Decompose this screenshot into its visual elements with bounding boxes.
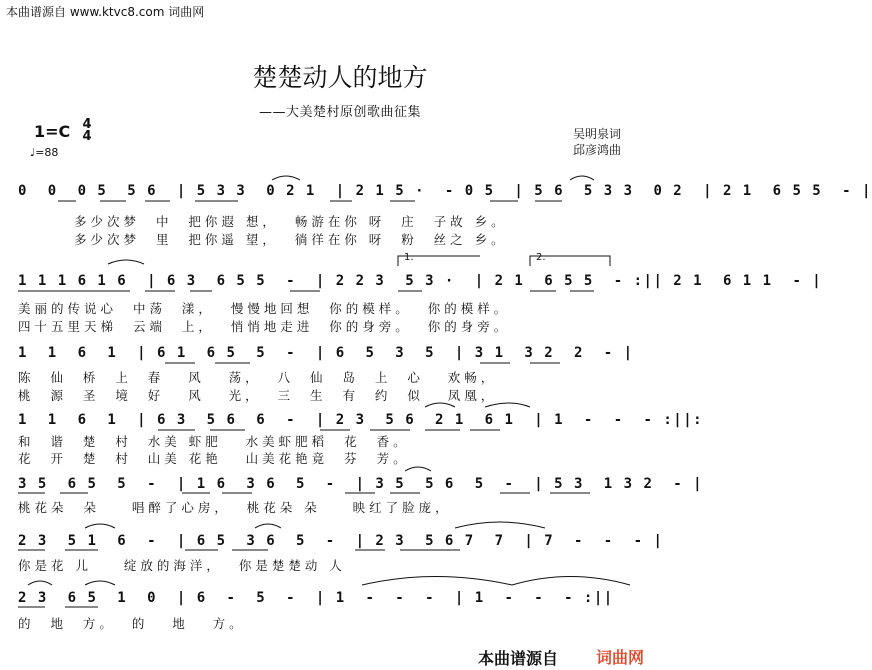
- staff-5-lyrics: 桃花朵 朵 唱醉了心房， 桃花朵 朵 映红了脸庞，: [18, 500, 452, 515]
- ending-1-label: 1.: [404, 252, 414, 263]
- slur: [455, 522, 545, 528]
- slur: [485, 403, 530, 407]
- staff-4-lyrics-verse-1: 和 谐 楚 村 水美 虾肥 水美虾肥稻 花 香。: [18, 434, 410, 449]
- slur: [85, 524, 115, 528]
- staff-7-lyrics: 的 地 方。 的 地 方。: [18, 616, 246, 631]
- staff-2-lyrics-verse-1: 美丽的传说心 中荡 漾， 慢慢地回想 你的模样。 你的模样。: [18, 301, 511, 316]
- slur: [108, 260, 144, 264]
- staff-3-lyrics-verse-1: 陈 仙 桥 上 春 风 荡， 八 仙 岛 上 心 欢畅，: [18, 370, 498, 385]
- key-signature: 1=C: [34, 122, 71, 141]
- staff-1-lyrics-verse-2: 多少次梦 里 把你遥 望， 徜徉在你 呀 粉 丝之 乡。: [74, 232, 508, 247]
- slur: [85, 581, 115, 585]
- staff-2-notes: 1 1 1 6 1 6 | 6 3 6 5 5 - | 2 2 3 5 3 · | 2 1 6 5 5 - :|| 2 1 6 1 1 - |: [18, 273, 823, 289]
- staff-1-notes: 0 0 0 5 5 6 | 5 3 3 0 2 1 | 2 1 5 · - 0 5 | 5 6 5 3 3 0 2 | 2 1 6 5 5 - |: [18, 183, 872, 199]
- slur: [425, 403, 455, 407]
- time-signature-top: 4: [82, 117, 92, 132]
- staff-3-notes: 1 1 6 1 | 6 1 6 5 5 - | 6 5 3 5 | 3 1 3 2 2 - |: [18, 345, 634, 361]
- composer-credit: 邱彦鸿曲: [573, 143, 622, 157]
- staff-2-lyrics-verse-2: 四十五里天梯 云端 上， 悄悄地走进 你的身旁。 你的身旁。: [18, 319, 511, 334]
- slur: [28, 581, 52, 585]
- tempo-marking: ♩=88: [30, 146, 59, 159]
- staff-7-notes: 2 3 6 5 1 0 | 6 - 5 - | 1 - - - | 1 - - - :||: [18, 590, 614, 606]
- song-title: 楚楚动人的地方: [252, 63, 428, 92]
- lyricist-credit: 吴明泉词: [573, 127, 622, 141]
- ending-2-label: 2.: [536, 252, 546, 263]
- ending-2-bracket: [530, 256, 610, 266]
- ending-1-bracket: [398, 256, 480, 266]
- slur: [512, 577, 630, 586]
- slur: [362, 577, 512, 586]
- slur: [272, 176, 300, 180]
- footer-brand: 本曲谱源自: [478, 649, 559, 668]
- slur: [255, 524, 281, 528]
- staff-4-lyrics-verse-2: 花 开 楚 村 山美 花艳 山美花艳竟 芬 芳。: [18, 451, 410, 466]
- staff-1-lyrics-verse-1: 多少次梦 中 把你遐 想， 畅游在你 呀 庄 子故 乡。: [74, 214, 508, 229]
- song-subtitle: ——大美楚村原创歌曲征集: [258, 105, 421, 120]
- staff-5-notes: 3 5 6 5 5 - | 1 6 3 6 5 - | 3 5 5 6 5 - | 5 3 1 3 2 - |: [18, 476, 704, 492]
- slur: [405, 467, 431, 471]
- slur: [570, 176, 594, 180]
- time-signature-bottom: 4: [82, 129, 92, 144]
- staff-6-lyrics: 你是花 儿 绽放的海洋， 你是楚楚动 人: [18, 558, 346, 573]
- staff-6-notes: 2 3 5 1 6 - | 6 5 3 6 5 - | 2 3 5 6 7 7 | 7 - - - |: [18, 533, 664, 549]
- staff-4-notes: 1 1 6 1 | 6 3 5 6 6 - | 2 3 5 6 2 1 6 1 | 1 - - - :||:: [18, 412, 704, 428]
- staff-3-lyrics-verse-2: 桃 源 圣 境 好 风 光， 三 生 有 约 似 凤凰，: [18, 388, 498, 403]
- site-header: 本曲谱源自 www.ktvc8.com 词曲网: [6, 5, 205, 19]
- footer-logo[interactable]: 词曲网: [596, 648, 645, 667]
